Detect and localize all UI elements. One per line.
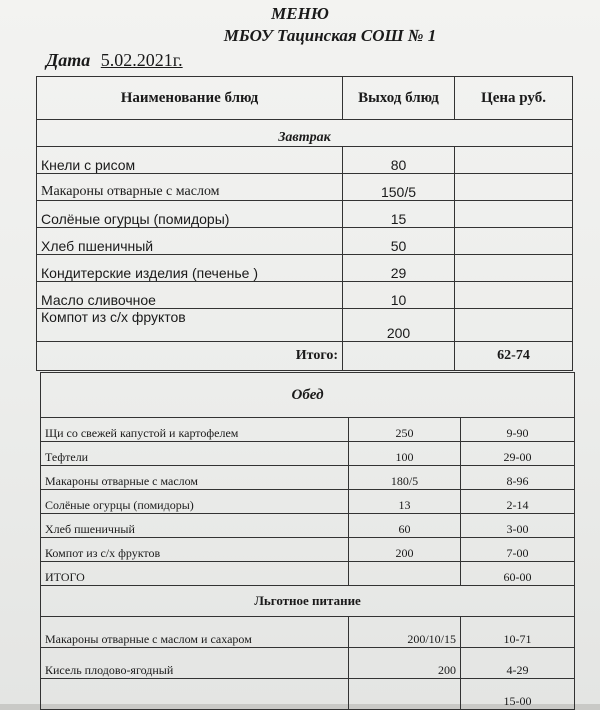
benefit-title: Льготное питание <box>41 586 575 617</box>
table-row <box>37 228 573 255</box>
dish-price <box>455 228 573 255</box>
dish-name: Компот из с/х фруктов <box>37 309 343 342</box>
table-row <box>41 442 575 466</box>
table-row <box>37 282 573 309</box>
dish-price <box>455 255 573 282</box>
dish-yield: 180/5 <box>349 466 461 490</box>
dish-yield: 60 <box>349 514 461 538</box>
dish-name: Хлеб пшеничный <box>37 228 343 255</box>
dish-name: Кисель плодово-ягодный <box>41 648 349 679</box>
lunch-total-row <box>41 562 575 586</box>
dish-price: 4-29 <box>461 648 575 679</box>
dish-yield: 200 <box>349 538 461 562</box>
dish-name: Макароны отварные с маслом и сахаром <box>41 617 349 648</box>
dish-yield: 200 <box>343 309 455 342</box>
lunch-section-row <box>41 373 575 418</box>
dish-price <box>455 201 573 228</box>
total-label: Итого: <box>37 342 343 371</box>
total-value: 60-00 <box>461 562 575 586</box>
table-row <box>41 617 575 648</box>
dish-yield: 13 <box>349 490 461 514</box>
dish-price: 9-90 <box>461 418 575 442</box>
col-header-price: Цена руб. <box>455 77 573 120</box>
dish-yield: 150/5 <box>343 174 455 201</box>
dish-yield: 200 <box>349 648 461 679</box>
dish-price <box>455 147 573 174</box>
dish-price: 8-96 <box>461 466 575 490</box>
lunch-table <box>40 372 575 710</box>
dish-name: Тефтели <box>41 442 349 466</box>
menu-title: МЕНЮ <box>271 4 329 23</box>
breakfast-table <box>36 76 573 371</box>
dish-yield: 15 <box>343 201 455 228</box>
table-row <box>41 538 575 562</box>
col-header-name: Наименование блюд <box>37 77 343 120</box>
total-value: 62-74 <box>455 342 573 371</box>
dish-price: 3-00 <box>461 514 575 538</box>
menu-date <box>46 50 183 71</box>
breakfast-total-row <box>37 342 573 371</box>
col-header-yield: Выход блюд <box>343 77 455 120</box>
breakfast-section-row <box>37 120 573 147</box>
total-yield <box>349 562 461 586</box>
dish-price: 10-71 <box>461 617 575 648</box>
dish-yield: 80 <box>343 147 455 174</box>
breakfast-title: Завтрак <box>37 120 573 147</box>
school-name: МБОУ Тацинская СОШ № 1 <box>223 26 437 45</box>
table-row <box>37 309 573 342</box>
dish-name: Макароны отварные с маслом <box>37 174 343 201</box>
date-label: Дата <box>46 50 91 70</box>
table-row <box>37 174 573 201</box>
table-row <box>41 514 575 538</box>
table-row <box>37 255 573 282</box>
total-value: 15-00 <box>461 679 575 710</box>
dish-name: Хлеб пшеничный <box>41 514 349 538</box>
table-row <box>37 147 573 174</box>
dish-name: Щи со свежей капустой и картофелем <box>41 418 349 442</box>
dish-yield: 250 <box>349 418 461 442</box>
table-row <box>41 490 575 514</box>
dish-yield: 200/10/15 <box>349 617 461 648</box>
dish-name: Компот из с/х фруктов <box>41 538 349 562</box>
dish-yield: 100 <box>349 442 461 466</box>
dish-yield: 29 <box>343 255 455 282</box>
table-row <box>41 418 575 442</box>
dish-name: Масло сливочное <box>37 282 343 309</box>
benefit-section-row <box>41 586 575 617</box>
dish-name: Солёные огурцы (помидоры) <box>41 490 349 514</box>
column-header-row <box>37 77 573 120</box>
total-label <box>41 679 349 710</box>
table-row <box>37 201 573 228</box>
dish-price <box>455 174 573 201</box>
table-row <box>41 648 575 679</box>
total-yield <box>349 679 461 710</box>
dish-price: 2-14 <box>461 490 575 514</box>
dish-price: 29-00 <box>461 442 575 466</box>
dish-yield: 50 <box>343 228 455 255</box>
dish-name: Солёные огурцы (помидоры) <box>37 201 343 228</box>
benefit-total-row <box>41 679 575 710</box>
dish-price: 7-00 <box>461 538 575 562</box>
dish-name: Кондитерские изделия (печенье ) <box>37 255 343 282</box>
dish-price <box>455 282 573 309</box>
lunch-title: Обед <box>41 373 575 418</box>
table-row <box>41 466 575 490</box>
dish-yield: 10 <box>343 282 455 309</box>
dish-name: Кнели с рисом <box>37 147 343 174</box>
total-label: ИТОГО <box>41 562 349 586</box>
total-yield <box>343 342 455 371</box>
dish-name: Макароны отварные с маслом <box>41 466 349 490</box>
dish-price <box>455 309 573 342</box>
date-value: 5.02.2021г. <box>100 50 183 70</box>
